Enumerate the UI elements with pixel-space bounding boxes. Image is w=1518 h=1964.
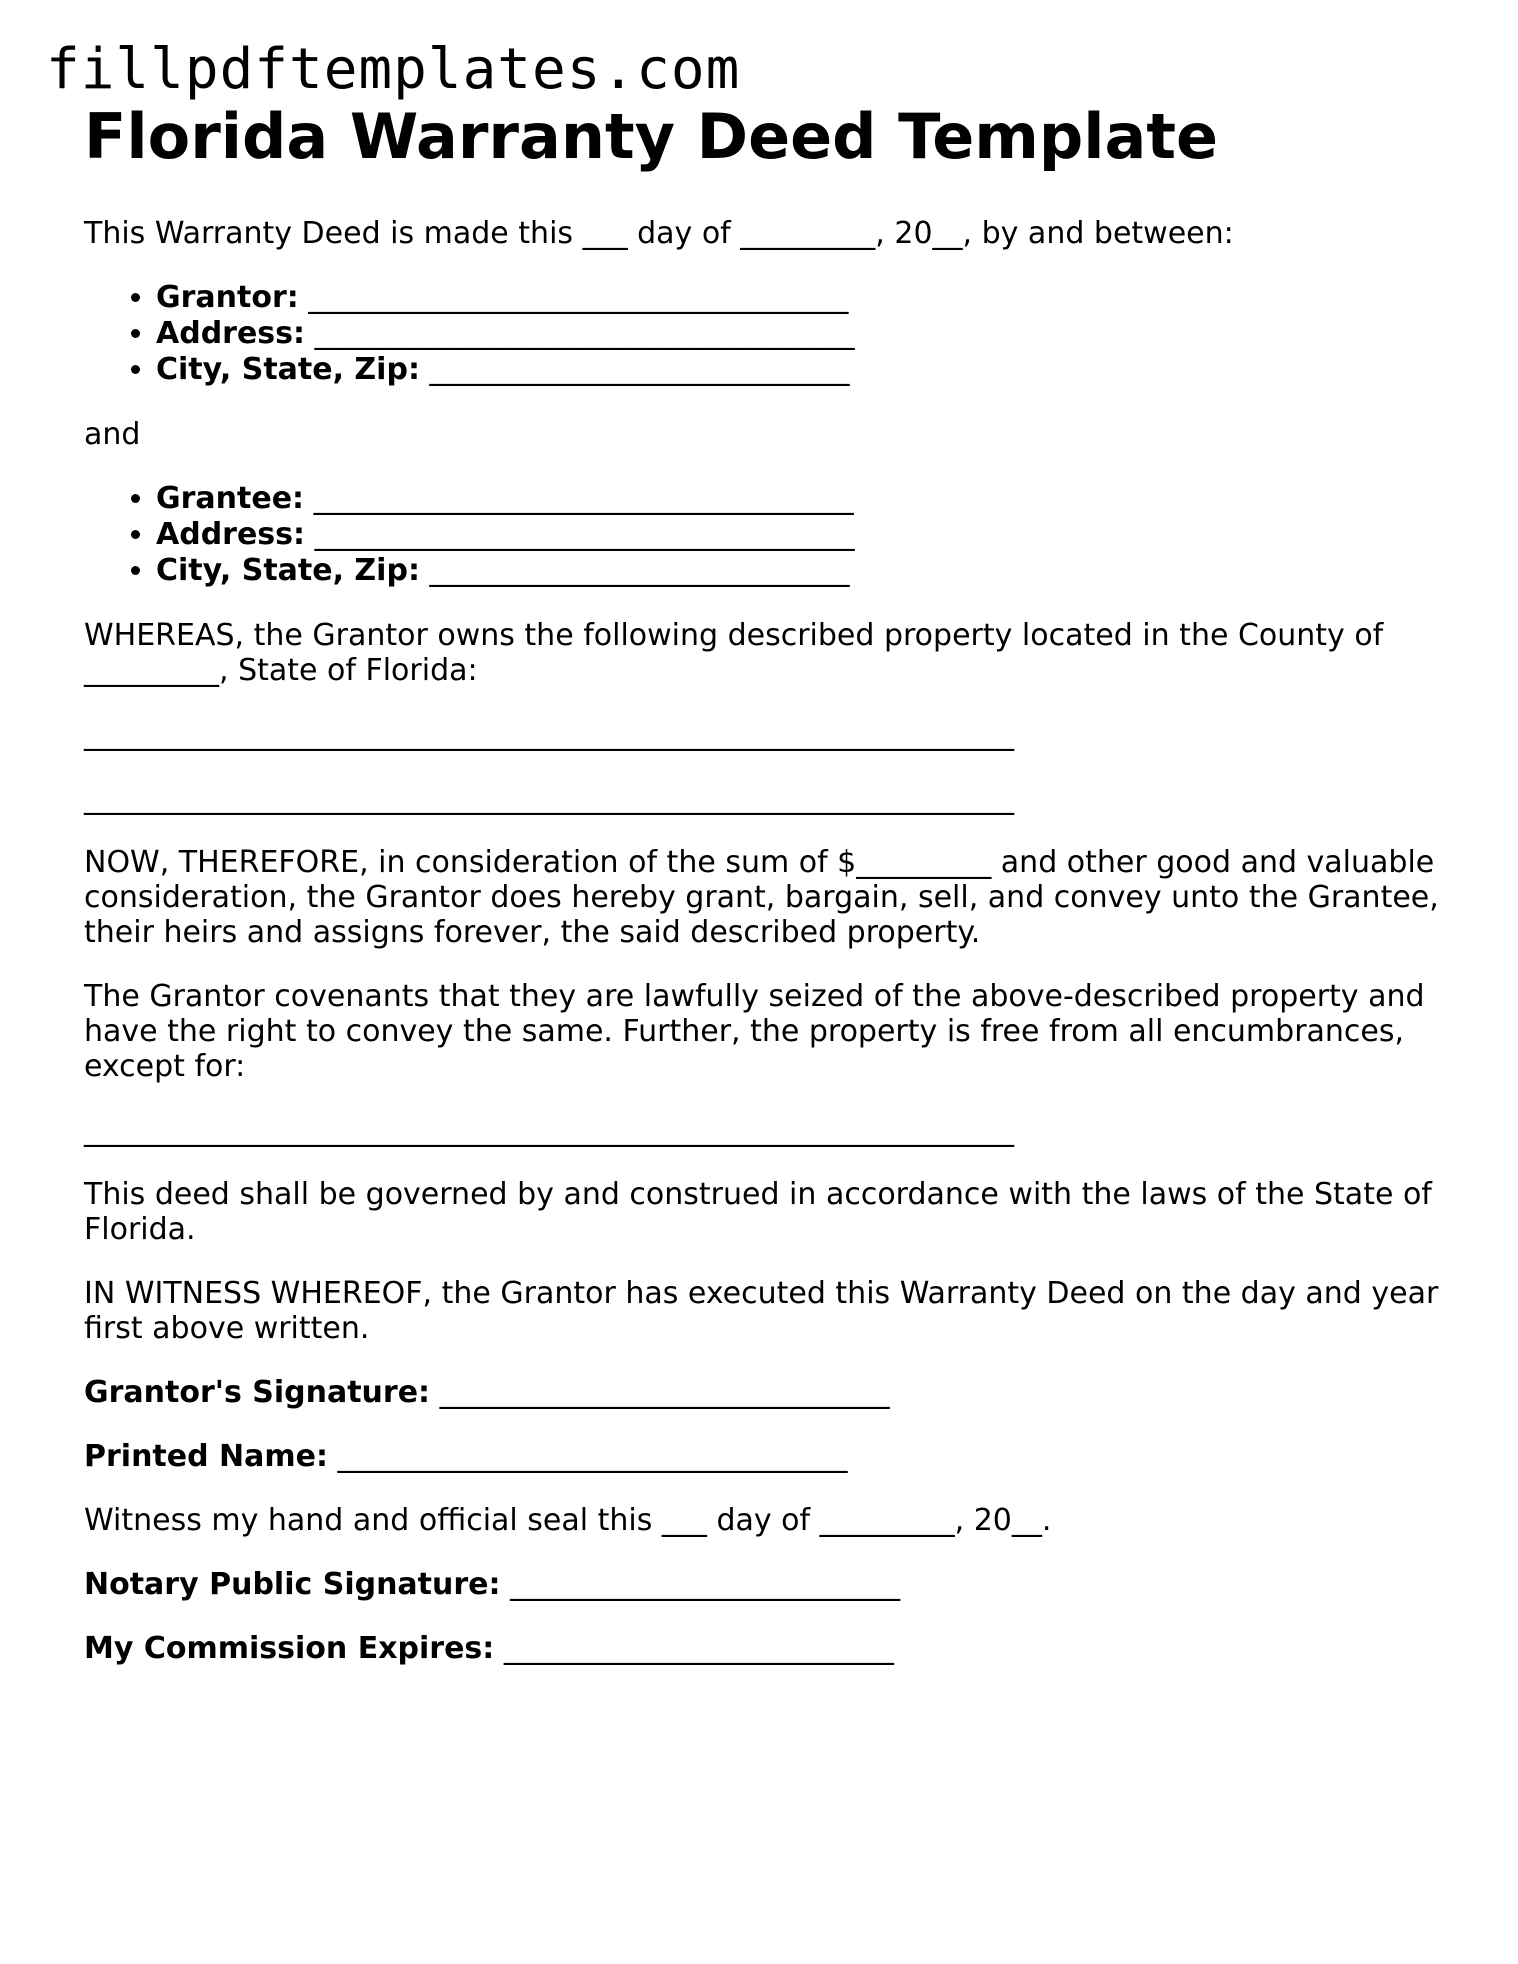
watermark: fillpdftemplates.com (46, 37, 741, 102)
field-blank[interactable]: ____________________________________ (308, 280, 849, 316)
field-label: Printed Name: (84, 1439, 328, 1475)
witness-seal-paragraph: Witness my hand and official seal this ___ day of _________, 20__. (84, 1503, 1052, 1539)
grantor-city-state-zip-field (156, 352, 1444, 388)
field-blank[interactable]: __________________________________ (337, 1439, 848, 1475)
in-witness-paragraph: IN WITNESS WHEREOF, the Grantor has executed this Warranty Deed on the day and year first above written. (84, 1276, 1439, 1347)
covenant-paragraph: The Grantor covenants that they are lawfully seized of the above-described property and have the right to convey the same. Further, the property is free from all encumbrances, except for: (84, 979, 1425, 1085)
field-blank[interactable]: ____________________________ (429, 553, 850, 589)
property-description-line[interactable]: ______________________________________________________________ (84, 717, 1014, 753)
now-therefore-paragraph: NOW, THEREFORE, in consideration of the sum of $_________ and other good and valuable consideration, the Grantor does hereby grant, bargain, sell, and convey unto the Grantee, their heirs and assigns forever, the said described property. (84, 845, 1439, 951)
encumbrance-line[interactable]: ______________________________________________________________ (84, 1113, 1014, 1149)
property-description-line[interactable]: ______________________________________________________________ (84, 781, 1014, 817)
field-label: Grantor's Signature: (84, 1375, 431, 1411)
and-text: and (84, 417, 141, 453)
field-blank[interactable]: ____________________________ (429, 352, 850, 388)
field-label: City, State, Zip: (156, 553, 420, 589)
grantor-signature-field (84, 1375, 1444, 1410)
field-label: Grantee: (156, 481, 305, 517)
field-label: Address: (156, 316, 306, 352)
grantor-name-field (156, 280, 1444, 316)
printed-name-field (84, 1439, 1444, 1474)
whereas-paragraph: WHEREAS, the Grantor owns the following described property located in the County of _________, State of Florida: (84, 618, 1384, 689)
field-label: Address: (156, 517, 306, 553)
field-blank[interactable]: __________________________ (510, 1567, 901, 1603)
grantee-city-state-zip-field (156, 553, 1444, 589)
field-blank[interactable]: ______________________________ (439, 1375, 890, 1411)
grantor-fields-list (84, 280, 1444, 388)
grantee-name-field (156, 481, 1444, 517)
governing-law-paragraph: This deed shall be governed by and construed in accordance with the laws of the State of Florida. (84, 1177, 1432, 1248)
intro-paragraph: This Warranty Deed is made this ___ day of _________, 20__, by and between: (84, 216, 1234, 252)
field-blank[interactable]: ____________________________________ (314, 517, 855, 553)
field-label: My Commission Expires: (84, 1631, 495, 1667)
field-blank[interactable]: ____________________________________ (314, 316, 855, 352)
field-label: Grantor: (156, 280, 299, 316)
notary-signature-field (84, 1567, 1444, 1602)
page-title: Florida Warranty Deed Template (84, 100, 1219, 173)
field-label: Notary Public Signature: (84, 1567, 501, 1603)
field-blank[interactable]: ____________________________________ (313, 481, 854, 517)
document-body (84, 100, 1444, 1695)
grantor-address-field (156, 316, 1444, 352)
grantee-fields-list (84, 481, 1444, 589)
field-blank[interactable]: __________________________ (503, 1631, 894, 1667)
grantee-address-field (156, 517, 1444, 553)
commission-expires-field (84, 1631, 1444, 1666)
field-label: City, State, Zip: (156, 352, 420, 388)
